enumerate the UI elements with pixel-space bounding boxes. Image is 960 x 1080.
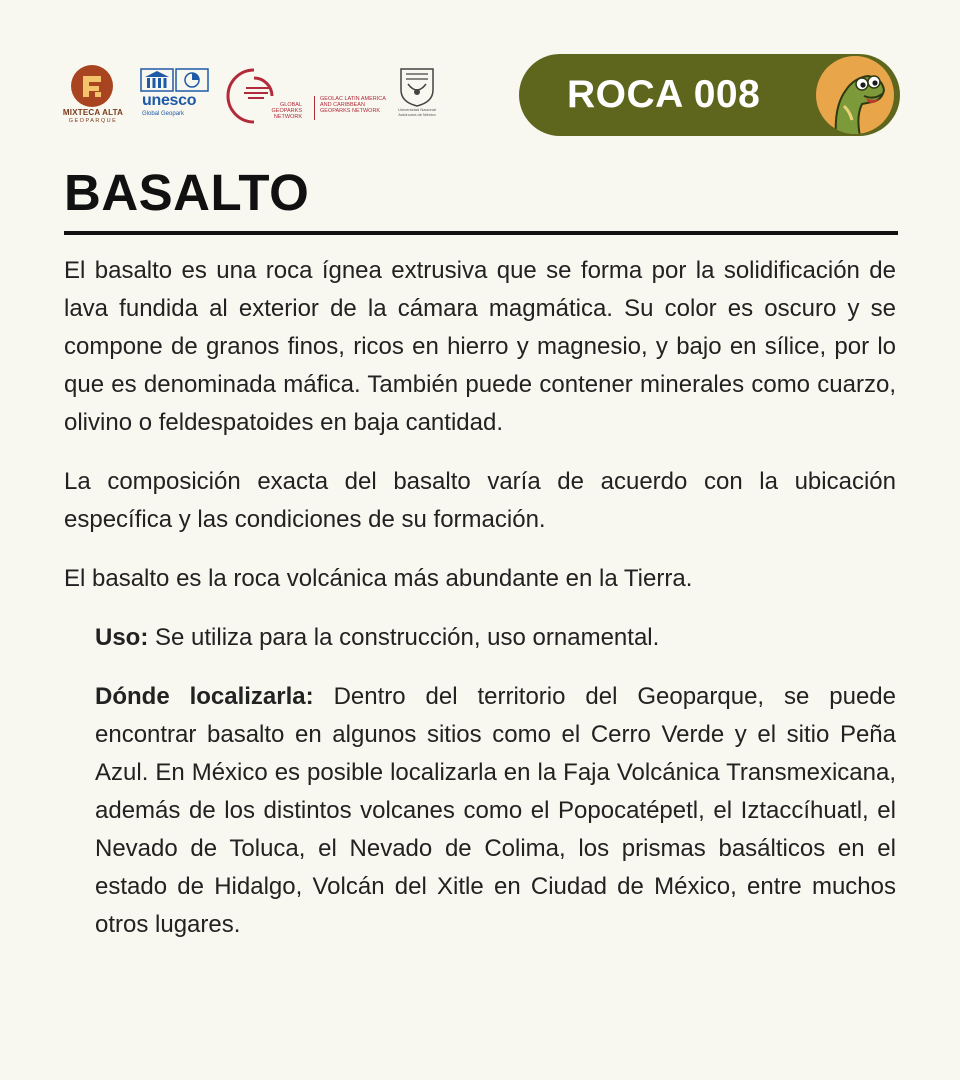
unam-logo [394, 66, 440, 126]
donde-paragraph [95, 678, 896, 944]
unesco-temple-icon [140, 68, 210, 92]
abundance-paragraph: El basalto es la roca volcánica más abundante en la Tierra. [64, 565, 693, 592]
global-geoparks-network-logo [224, 66, 310, 126]
mixteca-logo-subtitle: GEOPARQUE [68, 118, 118, 124]
composition-paragraph: La composición exacta del basalto varía de acuerdo con la ubicación específica y las condiciones de su formación. [64, 468, 896, 533]
intro-paragraph: El basalto es una roca ígnea extrusiva que se forma por la solidificación de lava fundida al exterior de la cámara magmática. Su color es oscuro y se compone de granos finos, ricos en hierro y magnesio, y bajo en sílice, por lo que es denominada máfica. También puede contener minerales como cuarzo, olivino o feldespatoides en baja cantidad. [64, 257, 896, 436]
unesco-global-geopark-logo [140, 68, 214, 120]
mixteca-alta-geoparque-logo [58, 64, 128, 126]
unesco-logo-name: unesco [142, 92, 197, 109]
unam-shield-icon [398, 66, 436, 108]
rock-number-label: ROCA 008 [567, 73, 761, 116]
geolac-logo-text: GEOLAC LATIN AMERICA AND CARIBBEAN GEOPARKS NETWORK [320, 96, 386, 114]
unesco-logo-subtitle: Global Geopark [142, 111, 185, 117]
donde-label: Dónde localizarla: [95, 683, 314, 710]
uso-paragraph [95, 619, 896, 657]
title-divider [64, 231, 898, 235]
mixteca-glyph-icon [70, 64, 114, 108]
header [0, 0, 960, 150]
unam-logo-text: Universidad Nacional Autónoma de México [398, 107, 436, 117]
ggn-logo-text: GLOBAL GEOPARKS NETWORK [271, 102, 302, 120]
mixteca-logo-name: MIXTECA ALTA [62, 108, 124, 117]
content-body [64, 252, 896, 944]
geolac-logo [314, 96, 394, 126]
uso-text: Se utiliza para la construcción, uso ornamental. [155, 624, 660, 651]
page-title: BASALTO [64, 164, 310, 221]
uso-label: Uso: [95, 624, 149, 651]
lizard-mascot-icon [816, 56, 894, 134]
geolac-divider [314, 96, 315, 120]
donde-text: Dentro del territorio del Geoparque, se puede encontrar basalto en algunos sitios como el Cerro Verde y el sitio Peña Azul. En México es posible localizarla en la Faja Volcánica Transmexicana, además de los distintos volcanes como el Popocatépetl, el Iztaccíhuatl, el Nevado de Toluca, el Nevado de Colima, los prismas basálticos en el estado de Hidalgo, Volcán del Xitle en Ciudad de México, entre muchos otros lugares. [95, 683, 897, 938]
rock-number-badge [519, 54, 900, 136]
